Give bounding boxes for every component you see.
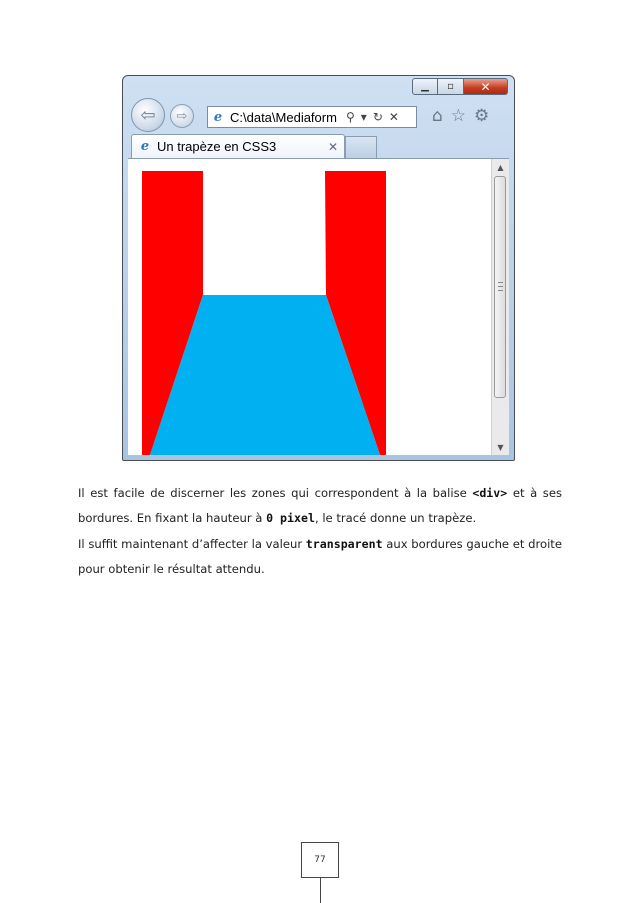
code-div-tag: <div>: [472, 486, 508, 500]
settings-gear-icon[interactable]: ⚙: [474, 106, 490, 126]
p1-text-a: Il est facile de discerner les zones qui correspondent à la balise: [78, 486, 473, 500]
search-icon[interactable]: ⚲: [346, 110, 355, 124]
address-bar[interactable]: [207, 106, 417, 128]
p1-text-b: et à ses bordures. En fixant la hauteur à: [78, 486, 562, 525]
code-zero-pixel: 0 pixel: [266, 511, 315, 525]
dropdown-icon[interactable]: ▾: [360, 110, 367, 124]
home-icon[interactable]: ⌂: [432, 106, 443, 126]
address-input[interactable]: C:\data\Mediaform: [230, 109, 337, 125]
favorites-star-icon[interactable]: ☆: [450, 106, 467, 126]
window-controls: [412, 78, 508, 95]
address-tools: [346, 110, 399, 124]
back-arrow-icon: ⇦: [140, 104, 156, 126]
maximize-button[interactable]: ▫: [438, 78, 464, 95]
scroll-down-arrow-icon[interactable]: ▼: [497, 442, 504, 452]
back-button[interactable]: [131, 98, 165, 132]
p2-text-b: aux bordures gauche et droite pour obtenir le résultat attendu.: [78, 537, 562, 576]
refresh-icon[interactable]: ↻: [372, 110, 383, 124]
tab-title: Un trapèze en CSS3: [157, 139, 277, 154]
browser-tab[interactable]: [131, 134, 345, 158]
browser-window-screenshot: [122, 75, 515, 461]
scrollbar-thumb[interactable]: [494, 176, 506, 398]
p1-text-c: , le tracé donne un trapèze.: [314, 511, 477, 525]
browser-toolbar: [432, 106, 489, 126]
forward-button[interactable]: [170, 104, 194, 128]
stop-icon[interactable]: ✕: [388, 110, 399, 124]
paragraph-1: [78, 481, 562, 531]
close-window-button[interactable]: ✕: [464, 78, 508, 95]
minimize-button[interactable]: ▁: [412, 78, 438, 95]
p2-text-a: Il suffit maintenant d’affecter la valeur: [78, 537, 306, 551]
page-number-line: [320, 878, 321, 903]
paragraph-2: [78, 532, 562, 582]
vertical-scrollbar[interactable]: [491, 159, 509, 455]
tab-ie-icon: e: [140, 139, 150, 154]
tab-close-icon[interactable]: ✕: [327, 139, 338, 154]
new-tab-button[interactable]: [345, 136, 377, 158]
forward-arrow-icon: ⇨: [176, 108, 188, 124]
scroll-up-arrow-icon[interactable]: ▲: [497, 162, 504, 172]
page-viewport: [128, 158, 509, 455]
scrollbar-grip-icon: [498, 282, 503, 291]
page-number: 77: [301, 842, 339, 878]
ie-page-icon: e: [213, 109, 223, 125]
code-transparent: transparent: [305, 537, 383, 551]
trapezoid-render: [128, 159, 491, 455]
